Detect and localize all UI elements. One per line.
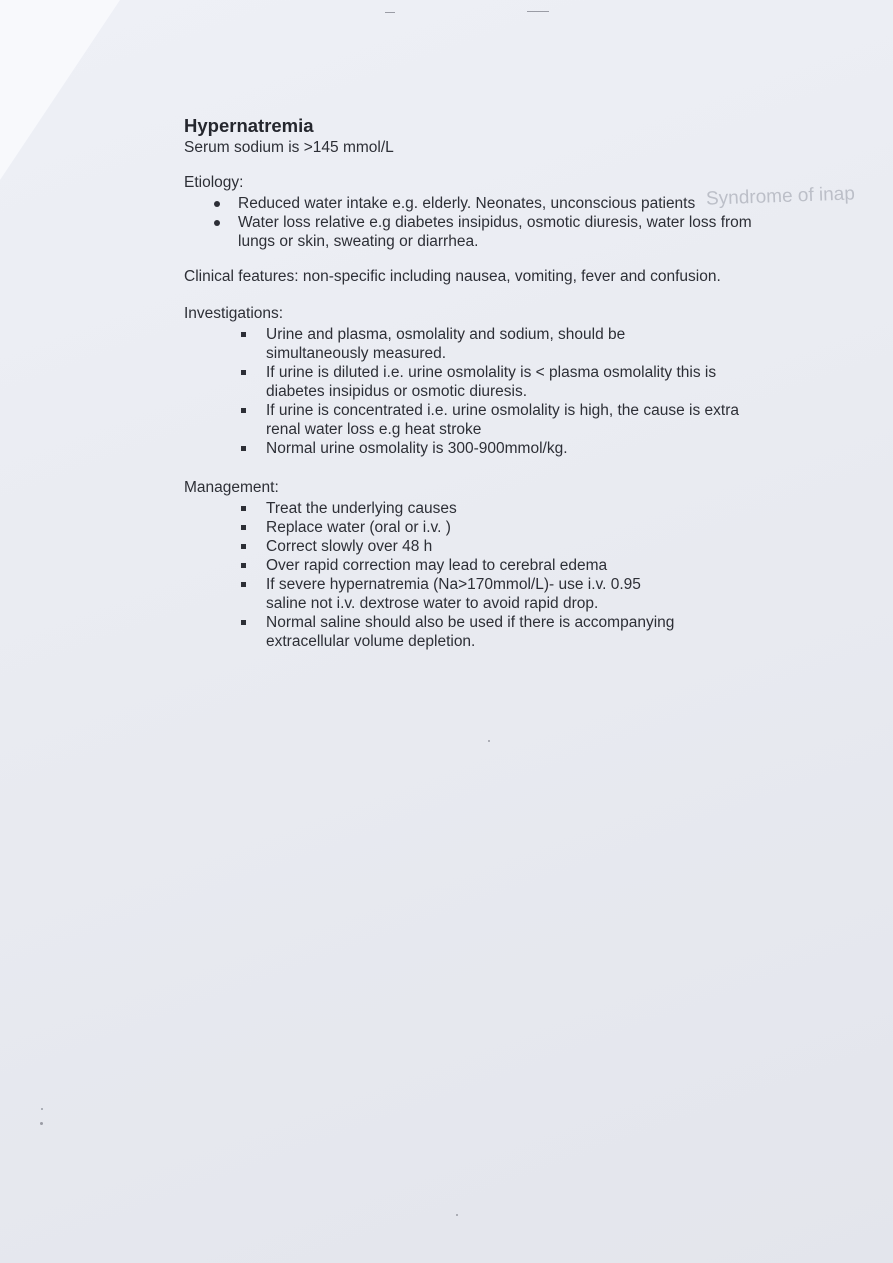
- page-title: Hypernatremia: [184, 115, 314, 136]
- document-content: [184, 116, 804, 651]
- list-item: If urine is concentrated i.e. urine osmolality is high, the cause is extra renal water loss e.g heat stroke: [184, 401, 774, 439]
- management-list: [184, 499, 754, 651]
- etiology-list: [184, 194, 804, 251]
- list-item: Treat the underlying causes: [184, 499, 754, 518]
- list-item: Water loss relative e.g diabetes insipidus, osmotic diuresis, water loss from lungs or skin, sweating or diarrhea.: [184, 213, 758, 251]
- list-item: Normal urine osmolality is 300-900mmol/kg.: [184, 439, 774, 458]
- dust-speck: [488, 740, 490, 742]
- etiology-section: [184, 173, 804, 251]
- investigations-list: [184, 325, 774, 458]
- folded-corner: [0, 0, 120, 180]
- dust-speck: [40, 1122, 43, 1125]
- list-item: If urine is diluted i.e. urine osmolality is < plasma osmolality this is diabetes insipidus or osmotic diuresis.: [184, 363, 774, 401]
- etiology-heading: Etiology:: [184, 174, 244, 191]
- list-item: Normal saline should also be used if there is accompanying extracellular volume depletion.: [184, 613, 676, 651]
- list-item: Reduced water intake e.g. elderly. Neonates, unconscious patients: [184, 194, 804, 213]
- management-section: [184, 478, 804, 651]
- list-item: Replace water (oral or i.v. ): [184, 518, 754, 537]
- management-heading: Management:: [184, 479, 279, 496]
- dust-speck: [456, 1214, 458, 1216]
- definition-text: Serum sodium is >145 mmol/L: [184, 139, 394, 156]
- list-item: Correct slowly over 48 h: [184, 537, 754, 556]
- dust-speck: [527, 11, 549, 12]
- list-item: Over rapid correction may lead to cerebral edema: [184, 556, 754, 575]
- investigations-section: [184, 304, 804, 458]
- clinical-features-text: Clinical features: non-specific including nausea, vomiting, fever and confusion.: [184, 268, 721, 285]
- list-item: Urine and plasma, osmolality and sodium, should be simultaneously measured.: [184, 325, 686, 363]
- clinical-features-section: [184, 267, 804, 286]
- investigations-heading: Investigations:: [184, 305, 284, 322]
- list-item: If severe hypernatremia (Na>170mmol/L)- use i.v. 0.95 saline not i.v. dextrose water to avoid rapid drop.: [184, 575, 676, 613]
- dust-speck: [385, 12, 395, 13]
- bleed-through-text: Syndrome of inap: [705, 183, 856, 210]
- dust-speck: [41, 1108, 43, 1110]
